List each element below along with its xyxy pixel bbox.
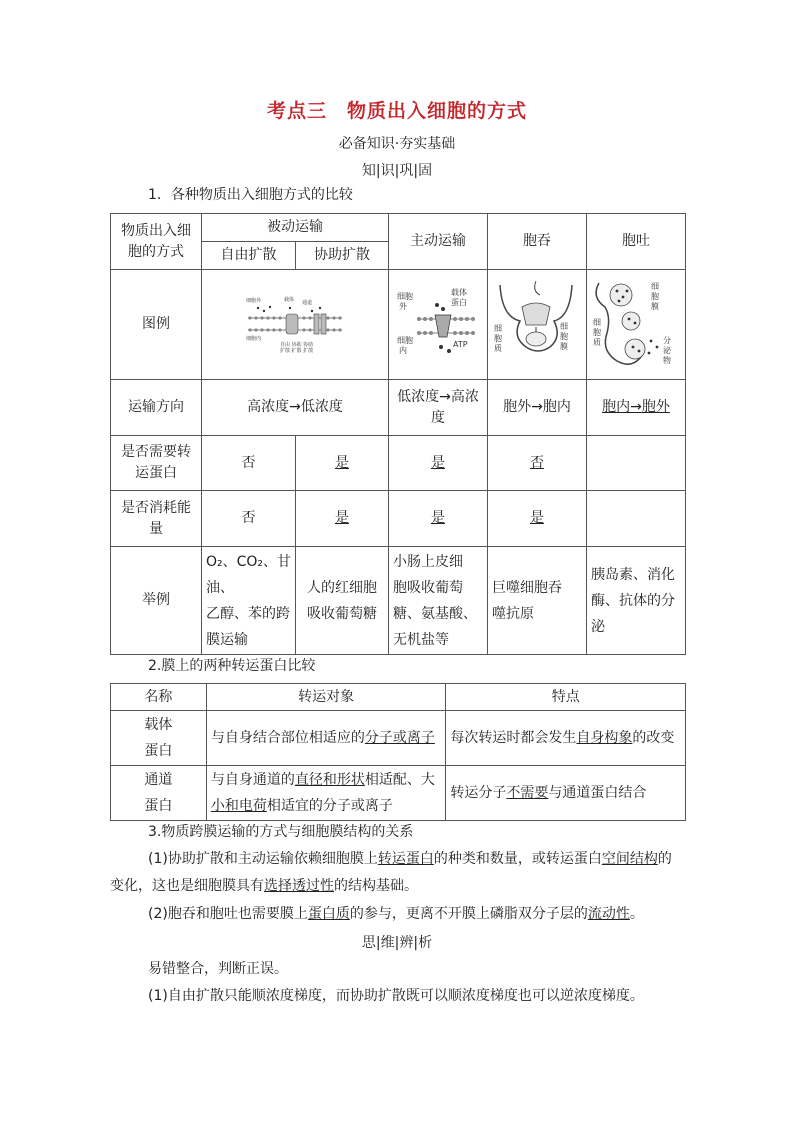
item2-heading: 2.膜上的两种转运蛋白比较: [148, 658, 316, 674]
header-exocytosis: 胞吐: [586, 214, 685, 270]
svg-text:泌: 泌: [662, 345, 671, 355]
item3-paragraph-1-cont: 变化，这也是细胞膜具有选择透过性的结构基础。: [110, 878, 418, 894]
subtitle: 必备知识·夯实基础: [338, 136, 456, 152]
direction-active: 低浓度→高浓 度: [388, 380, 487, 436]
svg-text:胞: 胞: [592, 327, 601, 337]
section-heading-thinking: 思|维|辨|析: [361, 935, 433, 951]
comparison-table: [110, 213, 686, 655]
label-endo-cytoplasm: 细: [493, 323, 502, 333]
t2-header-object: 转运对象: [206, 684, 446, 711]
t2-carrier-object: 与自身结合部位相适应的分子或离子: [206, 711, 446, 766]
t2-carrier-feature: 每次转运时都会发生自身构象的改变: [446, 711, 686, 766]
endocytosis-diagram: [487, 270, 586, 380]
row-label-direction: 运输方向: [111, 380, 202, 436]
item3-heading: 3.物质跨膜运输的方式与细胞膜结构的关系: [148, 824, 414, 840]
svg-text:物: 物: [662, 355, 671, 365]
svg-text:胞: 胞: [493, 333, 502, 343]
active-diagram: [388, 270, 487, 380]
svg-text:胞: 胞: [559, 331, 568, 341]
direction-exocytosis: 胞内→胞外: [586, 380, 685, 436]
direction-passive: 高浓度→低浓度: [202, 380, 389, 436]
exocytosis-diagram-svg: [591, 277, 681, 373]
label-exo-cytoplasm: 细: [592, 317, 601, 327]
label-kinds: 自由 协助 协助: [279, 341, 314, 348]
t2-channel-object: 与自身通道的直径和形状相适配、大 小和电荷相适宜的分子或离子: [206, 766, 446, 821]
passive-transport-diagram: [240, 294, 350, 356]
t2-header-name: 名称: [111, 684, 207, 711]
svg-text:蛋白: 蛋白: [450, 297, 467, 307]
direction-endocytosis: 胞外→胞内: [487, 380, 586, 436]
carrier-exocytosis: [586, 436, 685, 491]
exocytosis-diagram: [586, 270, 685, 380]
svg-text:质: 质: [592, 337, 601, 347]
svg-text:膜: 膜: [559, 341, 568, 351]
label-channel: 通道: [301, 299, 312, 306]
example-endocytosis: 巨噬细胞吞 噬抗原: [487, 547, 586, 655]
label-active-inside: 细胞: [396, 335, 413, 345]
label-inside: 细胞内: [245, 335, 261, 342]
t2-header-feature: 特点: [446, 684, 686, 711]
svg-text:外: 外: [398, 301, 407, 311]
energy-active: 是: [388, 491, 487, 547]
carrier-active: 是: [388, 436, 487, 491]
label-endo-membrane: 细: [559, 321, 568, 331]
row-label-carrier: 是否需要转 运蛋白: [111, 436, 202, 491]
label-outside: 细胞外: [245, 297, 261, 304]
svg-text:膜: 膜: [650, 301, 659, 311]
energy-exocytosis: [586, 491, 685, 547]
t2-channel-name: 通道 蛋白: [111, 766, 207, 821]
header-passive: 被动运输: [202, 214, 389, 242]
row-label-diagram: 图例: [111, 270, 202, 380]
endocytosis-diagram-svg: [492, 277, 582, 373]
t2-carrier-name: 载体 蛋白: [111, 711, 207, 766]
energy-endocytosis: 是: [487, 491, 586, 547]
label-atp: ATP: [452, 339, 468, 349]
label-carrier: 载体: [283, 296, 294, 303]
row-label-example: 举例: [111, 547, 202, 655]
t2-channel-feature: 转运分子不需要与通道蛋白结合: [446, 766, 686, 821]
judge-intro: 易错整合，判断正误。: [148, 961, 288, 977]
label-active-carrier: 载体: [450, 287, 467, 297]
example-facilitated: 人的红细胞 吸收葡萄糖: [296, 547, 389, 655]
page-title: 考点三 物质出入细胞的方式: [266, 100, 527, 122]
item3-paragraph-1: (1)协助扩散和主动运输依赖细胞膜上转运蛋白的种类和数量，或转运蛋白空间结构的: [148, 851, 672, 867]
carrier-facilitated: 是: [296, 436, 389, 491]
header-facilitated: 协助扩散: [296, 242, 389, 270]
section-heading-knowledge: 知|识|巩|固: [361, 163, 433, 179]
item3-paragraph-2: (2)胞吞和胞吐也需要膜上蛋白质的参与，更离不开膜上磷脂双分子层的流动性。: [148, 906, 644, 922]
item1-heading: 1．各种物质出入细胞方式的比较: [148, 187, 353, 203]
svg-text:胞: 胞: [650, 291, 659, 301]
header-active: 主动运输: [388, 214, 487, 270]
row-label-energy: 是否消耗能 量: [111, 491, 202, 547]
label-exo-membrane: 细: [650, 281, 659, 291]
transport-protein-table: [110, 683, 686, 821]
svg-text:内: 内: [398, 345, 407, 355]
label-exo-secretion: 分: [662, 335, 671, 345]
carrier-endocytosis: 否: [487, 436, 586, 491]
svg-text:质: 质: [493, 343, 502, 353]
example-free: O₂、CO₂、甘油、 乙醇、苯的跨 膜运输: [202, 547, 296, 655]
header-mode: 物质出入细 胞的方式: [111, 214, 202, 270]
energy-free: 否: [202, 491, 296, 547]
carrier-free: 否: [202, 436, 296, 491]
label-active-outside: 细胞: [396, 291, 413, 301]
header-endocytosis: 胞吞: [487, 214, 586, 270]
active-transport-diagram: [393, 285, 483, 365]
judge-item-1: (1)自由扩散只能顺浓度梯度，而协助扩散既可以顺浓度梯度也可以逆浓度梯度。: [148, 988, 644, 1004]
header-free-diffusion: 自由扩散: [202, 242, 296, 270]
example-exocytosis: 胰岛素、消化 酶、抗体的分 泌: [586, 547, 685, 655]
label-kinds-2: 扩散 扩散 扩散: [279, 347, 314, 354]
energy-facilitated: 是: [296, 491, 389, 547]
example-active: 小肠上皮细 胞吸收葡萄 糖、氨基酸、 无机盐等: [388, 547, 487, 655]
passive-diagram: [202, 270, 389, 380]
